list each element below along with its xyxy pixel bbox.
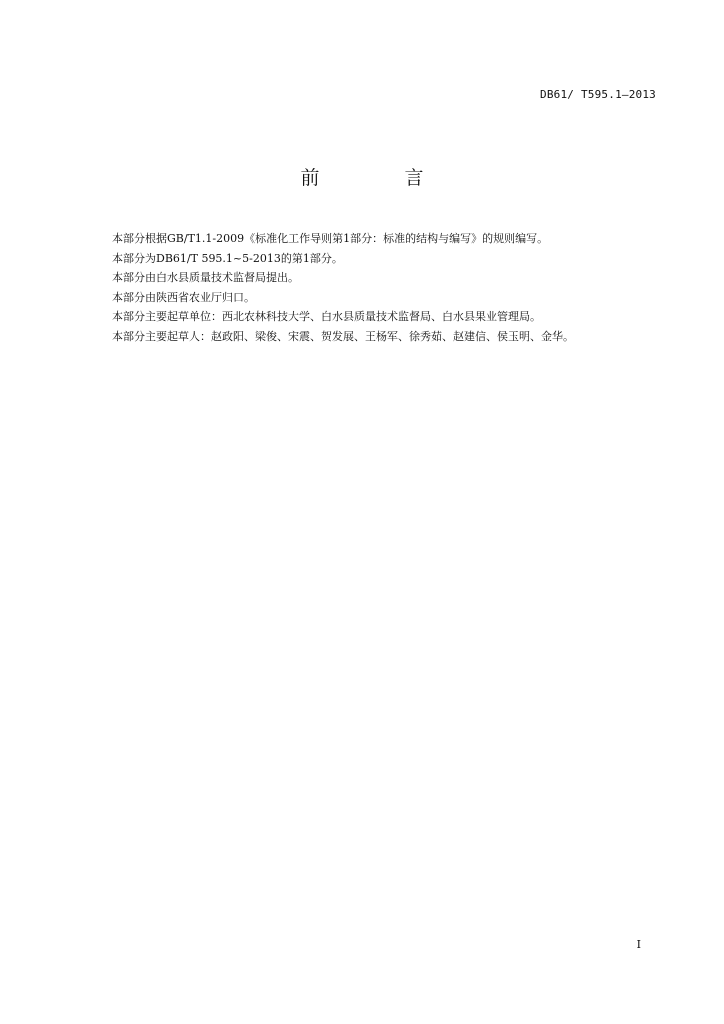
paragraph-drafters: 本部分主要起草人：赵政阳、梁俊、宋震、贺发展、王杨军、徐秀茹、赵建信、侯玉明、金华。 [112, 329, 574, 343]
paragraph-centralized-unit: 本部分由陕西省农业厅归口。 [112, 290, 255, 304]
foreword-body [112, 229, 672, 347]
page-number: I [636, 938, 641, 951]
paragraph-drafting-units: 本部分主要起草单位：西北农林科技大学、白水县质量技术监督局、白水县果业管理局。 [112, 310, 541, 324]
paragraph-drafting-basis: 本部分根据GB/T1.1-2009《标准化工作导则第1部分：标准的结构与编写》的规则编写。 [112, 232, 549, 245]
paragraph-part-number: 本部分为DB61/T 595.1~5-2013的第1部分。 [112, 251, 343, 265]
paragraph-proposer: 本部分由白水县质量技术监督局提出。 [112, 271, 299, 285]
page-title: 前 言 [300, 167, 457, 189]
standard-number-header: DB61/ T595.1—2013 [540, 88, 656, 101]
